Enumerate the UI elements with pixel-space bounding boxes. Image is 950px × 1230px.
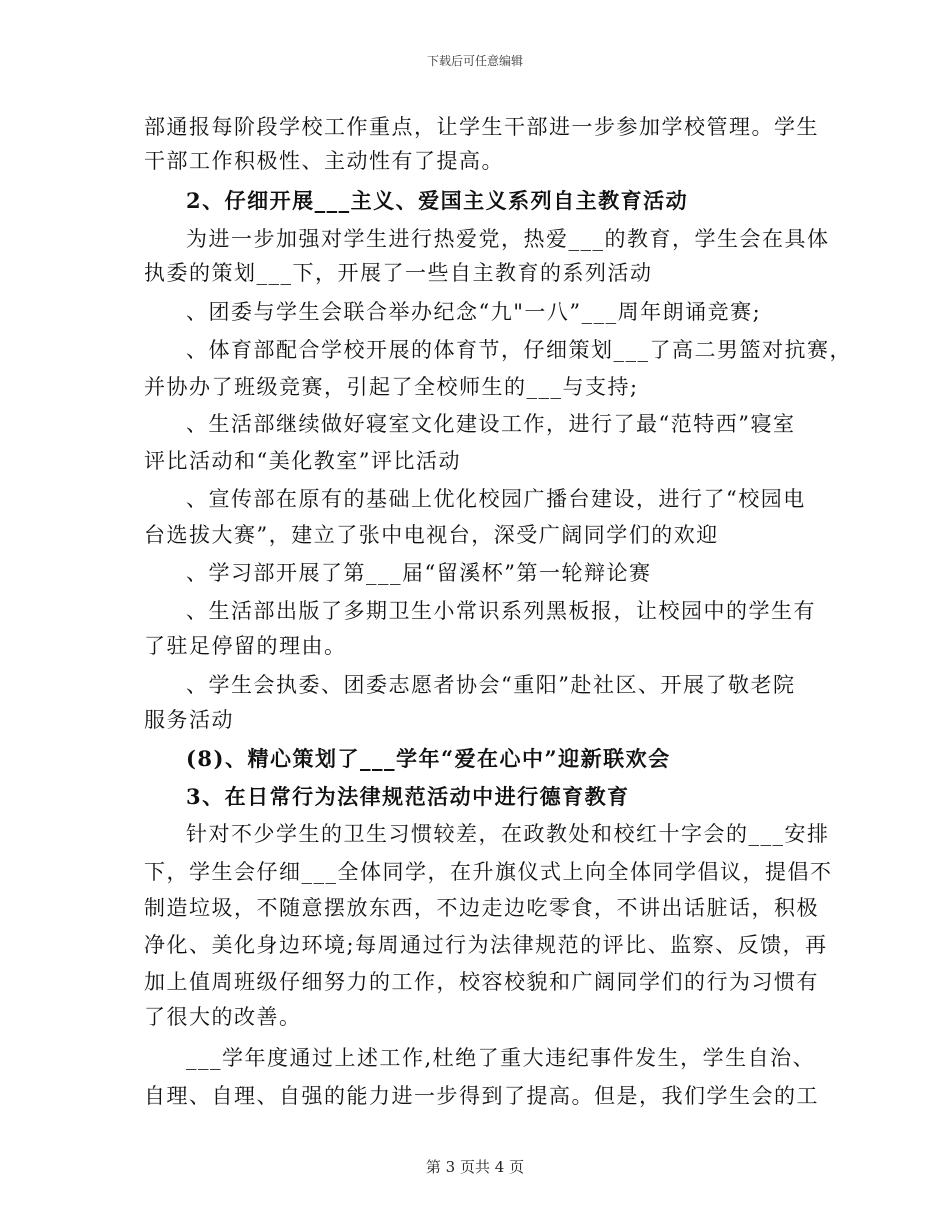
paragraph-line: 为进一步加强对学生进行热爱党，热爱___的教育，学生会在具体	[186, 227, 830, 251]
paragraph-line: 制造垃圾，不随意摆放东西，不边走边吃零食，不讲出话脏话，积极	[144, 896, 819, 920]
paragraph-line: 评比活动和“美化教室”评比活动	[144, 449, 461, 473]
paragraph-line: 、学习部开展了第___届“留溪杯”第一轮辩论赛	[186, 561, 652, 585]
paragraph-line: 下，学生会仔细___全体同学，在升旗仪式上向全体同学倡议，提倡不	[144, 860, 833, 884]
paragraph-line: 净化、美化身边环境;每周通过行为法律规范的评比、监察、反馈，再	[144, 933, 828, 957]
section-heading: (8)、精心策划了___学年“爱在心中”迎新联欢会	[186, 746, 671, 771]
paragraph-line: 部通报每阶段学校工作重点，让学生干部进一步参加学校管理。学生	[144, 115, 819, 139]
paragraph-line: 、宣传部在原有的基础上优化校园广播台建设，进行了“校园电	[186, 487, 806, 511]
paragraph-line: 执委的策划___下，开展了一些自主教育的系列活动	[144, 261, 653, 285]
paragraph-line: 了驻足停留的理由。	[144, 634, 347, 658]
paragraph-line: 干部工作积极性、主动性有了提高。	[144, 149, 504, 173]
paragraph-line: 、体育部配合学校开展的体育节，仔细策划___了高二男篮对抗赛，	[186, 338, 852, 362]
paragraph-line: 台选拔大赛”，建立了张中电视台，深受广阔同学们的欢迎	[144, 523, 719, 547]
paragraph-line: 并协办了班级竞赛，引起了全校师生的___与支持;	[144, 375, 639, 399]
page-footer: 第 3 页共 4 页	[425, 1158, 525, 1176]
paragraph-line: 加上值周班级仔细努力的工作，校容校貌和广阔同学们的行为习惯有	[144, 970, 819, 994]
paragraph-line: 、团委与学生会联合举办纪念“九"一八”___周年朗诵竞赛;	[186, 300, 762, 324]
section-heading: 2、仔细开展___主义、爱国主义系列自主教育活动	[186, 188, 689, 213]
paragraph-line: 、生活部出版了多期卫生小常识系列黑板报，让校园中的学生有	[186, 599, 816, 623]
paragraph-line: 针对不少学生的卫生习惯较差，在政教处和校红十字会的___安排	[186, 822, 830, 846]
page-header: 下载后可任意编辑	[426, 54, 523, 68]
paragraph-line: 、生活部继续做好寝室文化建设工作，进行了最“范特西”寝室	[186, 412, 796, 436]
paragraph-line: 自理、自理、自强的能力进一步得到了提高。但是，我们学生会的工	[144, 1084, 819, 1108]
paragraph-line: 了很大的改善。	[144, 1005, 302, 1029]
paragraph-line: ___学年度通过上述工作,杜绝了重大违纪事件发生，学生自治、	[186, 1046, 816, 1070]
paragraph-line: 、学生会执委、团委志愿者协会“重阳”赴社区、开展了敬老院	[186, 673, 796, 697]
section-heading: 3、在日常行为法律规范活动中进行德育教育	[186, 784, 630, 809]
paragraph-line: 服务活动	[144, 708, 234, 732]
